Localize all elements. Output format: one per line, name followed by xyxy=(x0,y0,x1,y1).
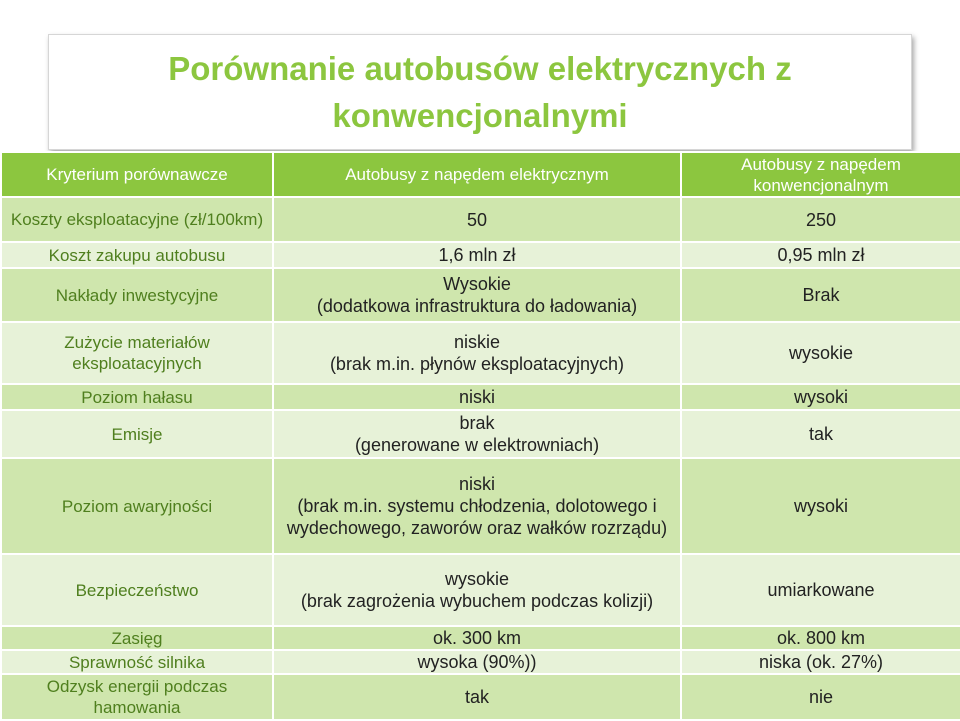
row-criterion: Poziom hałasu xyxy=(1,384,273,410)
row-electric: wysoka (90%)) xyxy=(273,650,681,674)
table-row xyxy=(1,242,960,268)
slide-title: Porównanie autobusów elektrycznych z konwencjonalnymi xyxy=(168,50,792,134)
table-row xyxy=(1,674,960,720)
table-header-row xyxy=(1,152,960,197)
table-row xyxy=(1,197,960,242)
row-electric: 1,6 mln zł xyxy=(273,242,681,268)
row-conventional: nie xyxy=(681,674,960,720)
row-criterion: Sprawność silnika xyxy=(1,650,273,674)
row-criterion: Zasięg xyxy=(1,626,273,650)
row-criterion: Emisje xyxy=(1,410,273,458)
header-conventional: Autobusy z napędem konwencjonalnym xyxy=(681,152,960,197)
row-electric: tak xyxy=(273,674,681,720)
row-conventional: umiarkowane xyxy=(681,554,960,626)
comparison-table xyxy=(0,151,960,721)
table-row xyxy=(1,410,960,458)
table-row xyxy=(1,626,960,650)
row-criterion: Odzysk energii podczas hamowania xyxy=(1,674,273,720)
row-criterion: Nakłady inwestycyjne xyxy=(1,268,273,322)
row-criterion: Zużycie materiałów eksploatacyjnych xyxy=(1,322,273,384)
row-conventional: Brak xyxy=(681,268,960,322)
row-conventional: 0,95 mln zł xyxy=(681,242,960,268)
row-criterion: Koszt zakupu autobusu xyxy=(1,242,273,268)
row-criterion: Poziom awaryjności xyxy=(1,458,273,554)
row-criterion: Bezpieczeństwo xyxy=(1,554,273,626)
table-row xyxy=(1,268,960,322)
title-box xyxy=(48,34,912,150)
row-electric: niski xyxy=(273,384,681,410)
row-electric: brak (generowane w elektrowniach) xyxy=(273,410,681,458)
row-conventional: wysokie xyxy=(681,322,960,384)
row-conventional: ok. 800 km xyxy=(681,626,960,650)
row-electric: 50 xyxy=(273,197,681,242)
table-row xyxy=(1,458,960,554)
table-row xyxy=(1,554,960,626)
row-conventional: tak xyxy=(681,410,960,458)
row-conventional: wysoki xyxy=(681,458,960,554)
row-criterion: Koszty eksploatacyjne (zł/100km) xyxy=(1,197,273,242)
table-row xyxy=(1,322,960,384)
row-conventional: niska (ok. 27%) xyxy=(681,650,960,674)
table-row xyxy=(1,384,960,410)
row-electric: ok. 300 km xyxy=(273,626,681,650)
row-electric: wysokie (brak zagrożenia wybuchem podczas kolizji) xyxy=(273,554,681,626)
header-electric: Autobusy z napędem elektrycznym xyxy=(273,152,681,197)
row-electric: Wysokie (dodatkowa infrastruktura do ładowania) xyxy=(273,268,681,322)
header-criterion: Kryterium porównawcze xyxy=(1,152,273,197)
row-electric: niski (brak m.in. systemu chłodzenia, dolotowego i wydechowego, zaworów oraz wałków rozrządu) xyxy=(273,458,681,554)
row-conventional: wysoki xyxy=(681,384,960,410)
row-electric: niskie (brak m.in. płynów eksploatacyjnych) xyxy=(273,322,681,384)
row-conventional: 250 xyxy=(681,197,960,242)
table-row xyxy=(1,650,960,674)
